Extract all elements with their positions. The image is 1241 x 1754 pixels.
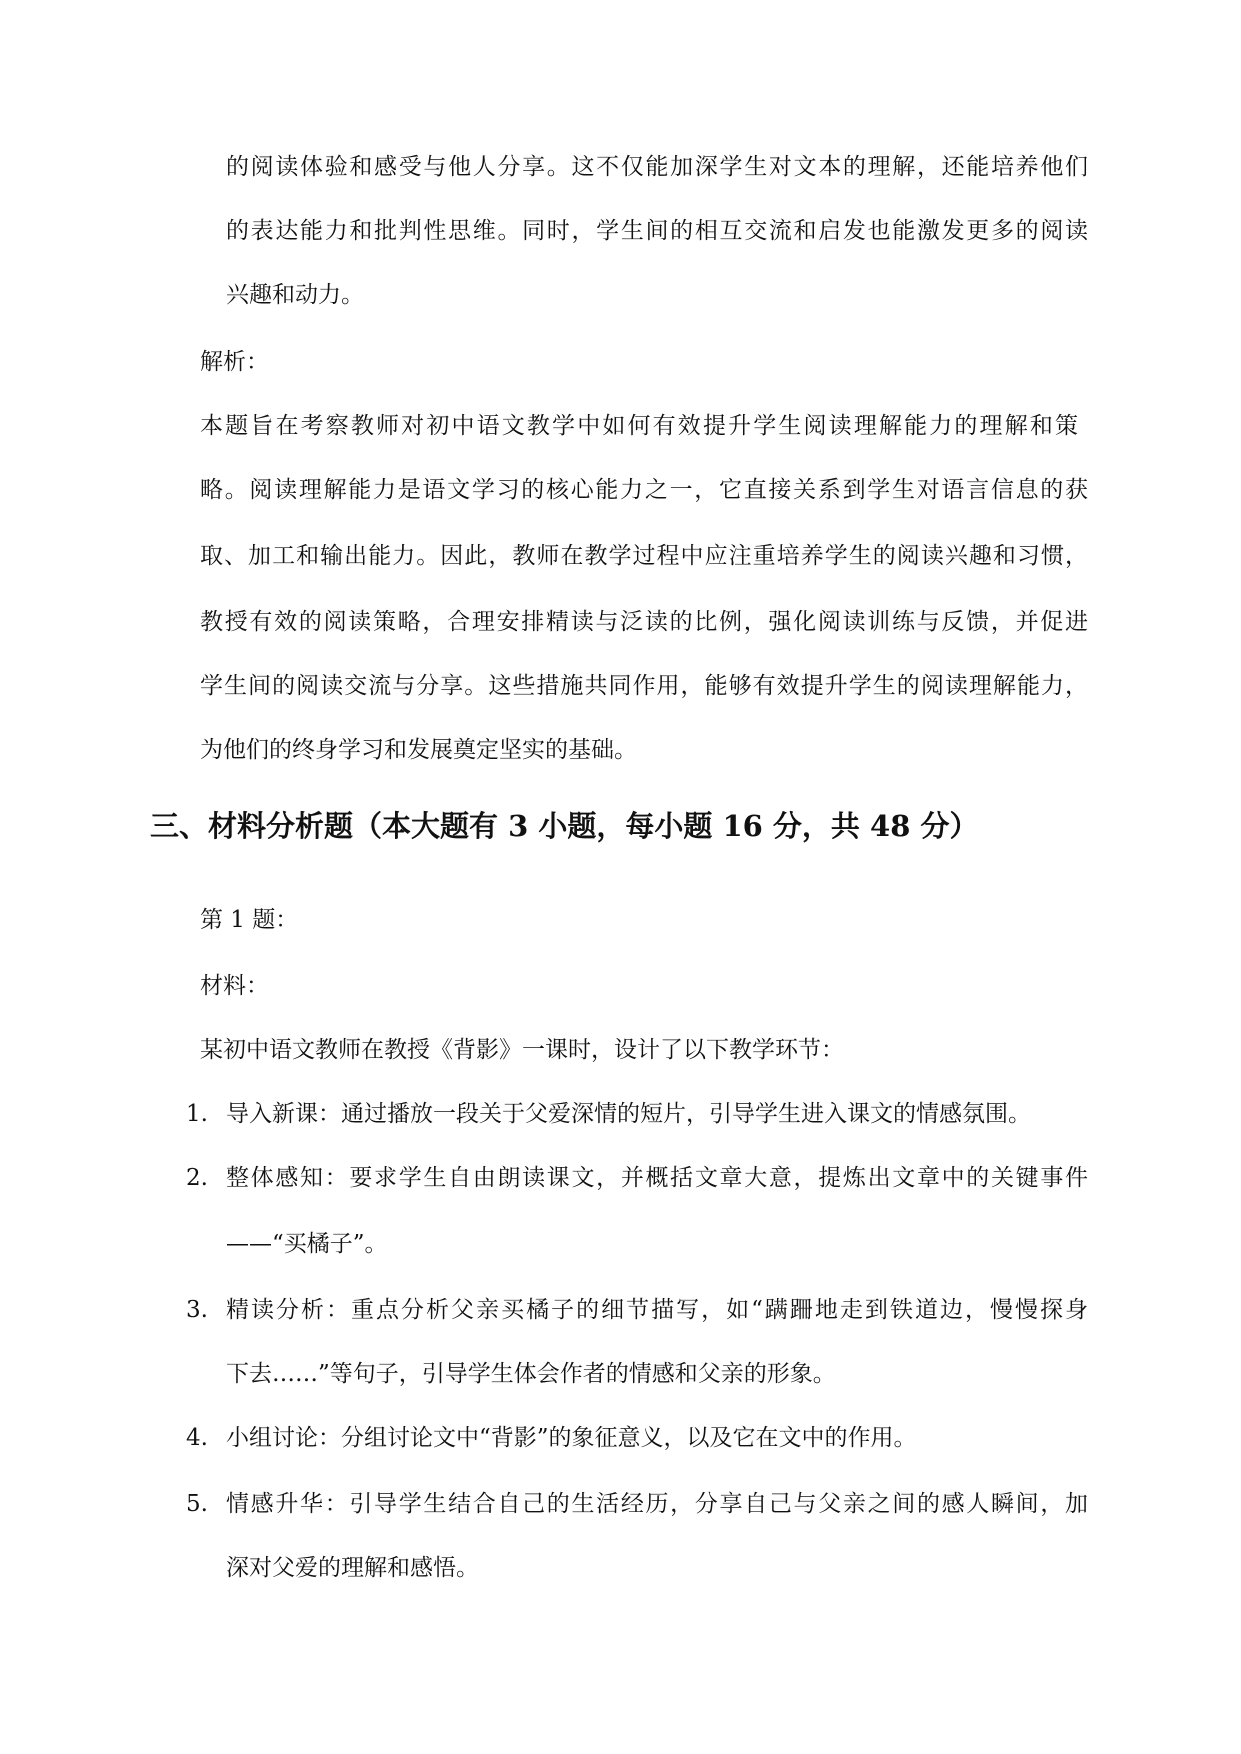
answer-tail-line-3: 兴趣和动力。 xyxy=(226,282,364,308)
list-item-text: 精读分析：重点分析父亲买橘子的细节描写，如“蹒跚地走到铁道边，慢慢探身 xyxy=(226,1297,1088,1323)
analysis-line-4: 教授有效的阅读策略，合理安排精读与泛读的比例，强化阅读训练与反馈，并促进 xyxy=(200,609,1088,635)
question-label: 第 1 题： xyxy=(200,907,299,933)
list-item-number: 1. xyxy=(186,1101,208,1127)
list-item-number: 2. xyxy=(186,1165,208,1191)
list-item-number: 4. xyxy=(186,1425,208,1451)
answer-tail-line-2: 的表达能力和批判性思维。同时，学生间的相互交流和启发也能激发更多的阅读 xyxy=(226,218,1088,244)
analysis-line-5: 学生间的阅读交流与分享。这些措施共同作用，能够有效提升学生的阅读理解能力， xyxy=(200,673,1088,699)
analysis-label: 解析： xyxy=(200,349,269,375)
list-item-text-continued: 深对父爱的理解和感悟。 xyxy=(226,1555,479,1581)
list-item-text: 情感升华：引导学生结合自己的生活经历，分享自己与父亲之间的感人瞬间，加 xyxy=(226,1491,1088,1517)
list-item-number: 5. xyxy=(186,1491,208,1517)
list-item-text-continued: ——“买橘子”。 xyxy=(226,1231,388,1257)
answer-tail-line-1: 的阅读体验和感受与他人分享。这不仅能加深学生对文本的理解，还能培养他们 xyxy=(226,154,1088,180)
section-heading: 三、材料分析题（本大题有 3 小题，每小题 16 分，共 48 分） xyxy=(150,809,979,843)
list-item-text: 整体感知：要求学生自由朗读课文，并概括文章大意，提炼出文章中的关键事件 xyxy=(226,1165,1088,1191)
material-label: 材料： xyxy=(200,973,269,999)
analysis-line-1: 本题旨在考察教师对初中语文教学中如何有效提升学生阅读理解能力的理解和策 xyxy=(200,413,1078,439)
material-intro: 某初中语文教师在教授《背影》一课时，设计了以下教学环节： xyxy=(200,1037,844,1063)
analysis-line-6: 为他们的终身学习和发展奠定坚实的基础。 xyxy=(200,737,637,763)
list-item-text: 小组讨论：分组讨论文中“背影”的象征意义，以及它在文中的作用。 xyxy=(226,1425,917,1451)
analysis-line-2: 略。阅读理解能力是语文学习的核心能力之一，它直接关系到学生对语言信息的获 xyxy=(200,477,1088,503)
analysis-line-3: 取、加工和输出能力。因此，教师在教学过程中应注重培养学生的阅读兴趣和习惯， xyxy=(200,543,1088,569)
list-item-text-continued: 下去……”等句子，引导学生体会作者的情感和父亲的形象。 xyxy=(226,1361,836,1387)
list-item-number: 3. xyxy=(186,1297,208,1323)
list-item-text: 导入新课：通过播放一段关于父爱深情的短片，引导学生进入课文的情感氛围。 xyxy=(226,1101,1031,1127)
